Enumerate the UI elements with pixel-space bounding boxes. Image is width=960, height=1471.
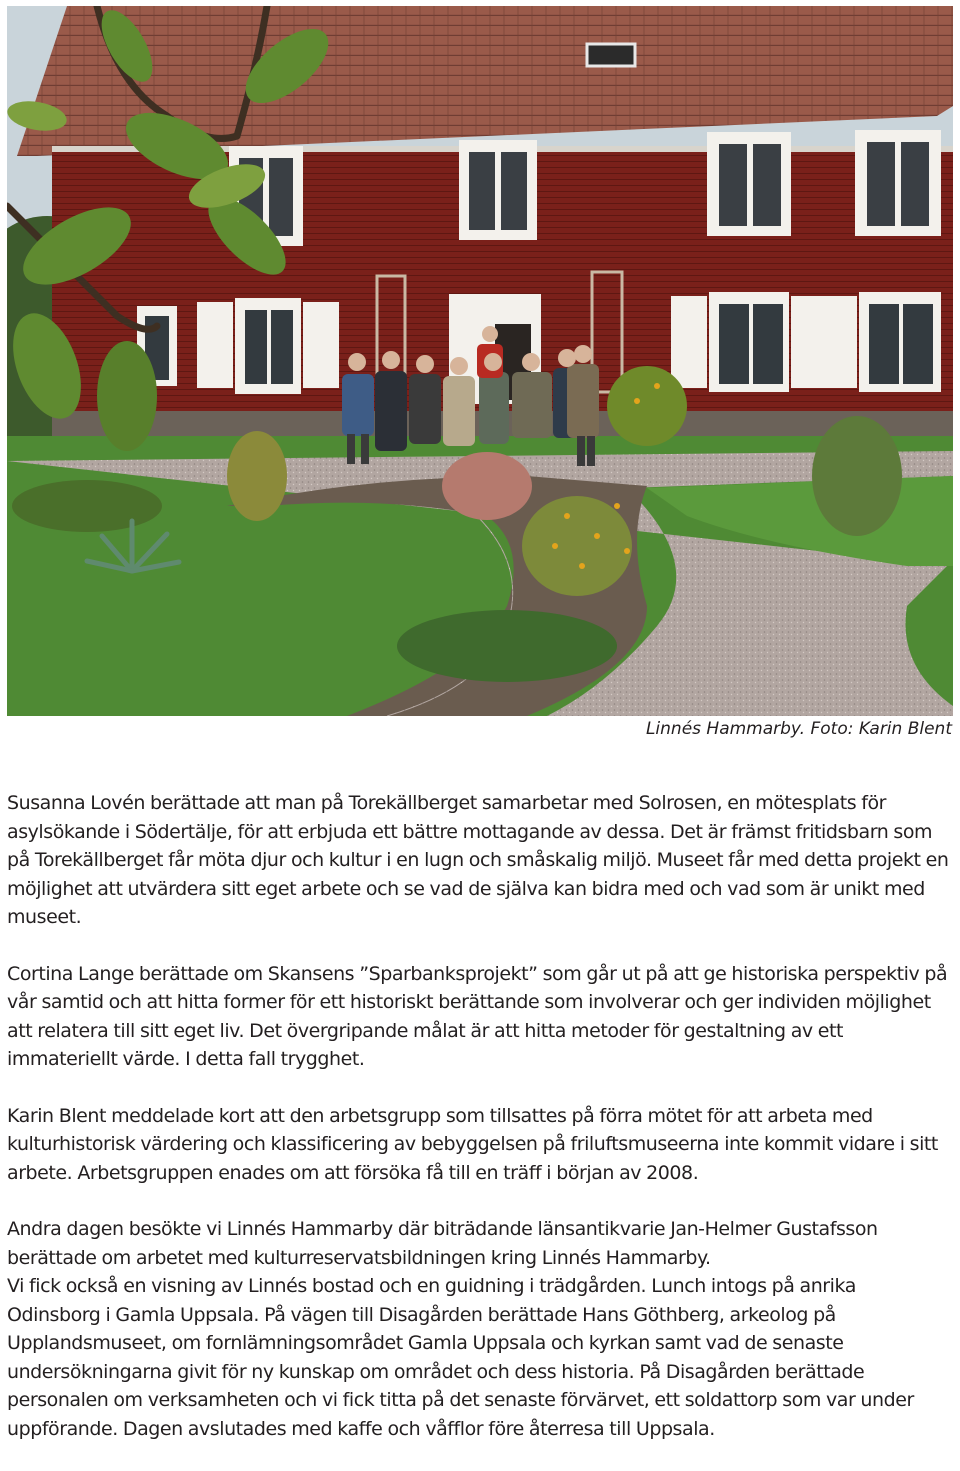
photo-caption: Linnés Hammarby. Foto: Karin Blent <box>645 719 952 739</box>
paragraph-hammarby: Andra dagen besökte vi Linnés Hammarby där biträdande länsantikvarie Jan-Helmer Gustafsson berättade om arbetet med kulturreservatsbildningen kring Linnés Hammarby. <box>7 1218 878 1269</box>
paragraph-visning: Vi fick också en visning av Linnés bostad och en guidning i trädgården. Lunch intogs på anrika Odinsborg i Gamla Uppsala. På vägen till Disagården berättade Hans Göthberg, arkeolog på Upplandsmuseet, om fornlämningsområdet Gamla Uppsala och kyrkan samt vad de senaste undersökningarna givit för ny kunskap om området och dess historia. På Disagården berättade personalen om verksamheten och vi fick titta på det senaste förvärvet, ett soldattorp som var under uppförande. Dagen avslutades med kaffe och våfflor före återresa till Uppsala. <box>7 1275 914 1440</box>
garden-house-photo <box>7 6 953 716</box>
article-body <box>7 789 953 1471</box>
paragraph-blent: Karin Blent meddelade kort att den arbetsgrupp som tillsattes på förra mötet för att arbeta med kulturhistorisk värdering och klassificering av bebyggelsen på friluftsmuseerna inte kommit vidare i sitt arbete. Arbetsgruppen enades om att försöka få till en träff i början av 2008. <box>7 1104 938 1184</box>
paragraph-lange: Cortina Lange berättade om Skansens ”Sparbanksprojekt” som går ut på att ge historiska perspektiv på vår samtid och att hitta former för ett historiskt berättande som involverar och ger individen möjlighet att relatera till sitt eget liv. Det övergripande målat är att hitta metoder för gestaltning av ett immateriellt värde. I detta fall trygghet. <box>7 962 948 1070</box>
paragraph-lovén: Susanna Lovén berättade att man på Torekällberget samarbetar med Solrosen, en mötesplats för asylsökande i Södertälje, för att erbjuda ett bättre mottagande av dessa. Det är främst fritidsbarn som på Torekällberget får möta djur och kultur i en lugn och småskalig miljö. Museet får med detta projekt en möjlighet att utvärdera sitt eget arbete och se vad de själva kan bidra med och vad som är unikt med museet. <box>7 792 949 928</box>
